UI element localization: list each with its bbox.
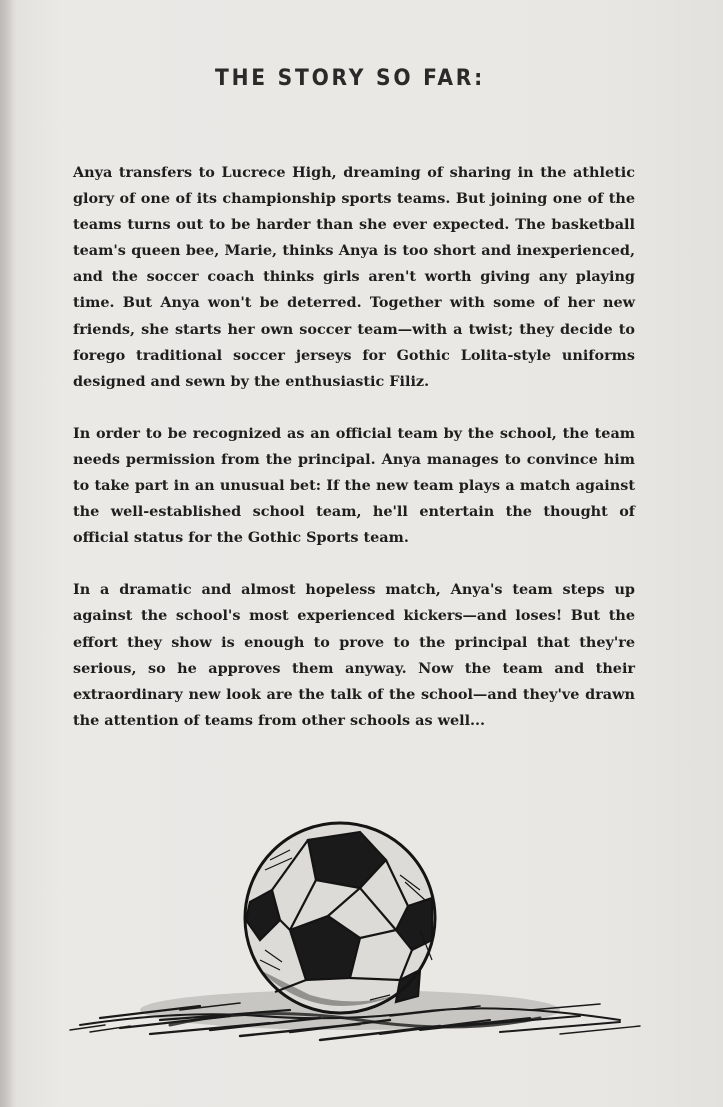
ball bbox=[245, 823, 435, 1013]
soccer-ball-icon bbox=[60, 820, 660, 1050]
soccer-ball-illustration bbox=[60, 820, 660, 1050]
story-body bbox=[73, 160, 635, 760]
paragraph-1: Anya transfers to Lucrece High, dreaming of sharing in the athletic glory of one of its championship sports teams. But joining one of the teams turns out to be harder than she ever expected. The basketball team's queen bee, Marie, thinks Anya is too short and inexperienced, and the soccer coach thinks girls aren't worth giving any playing time. But Anya won't be deterred. Together with some of her new friends, she starts her own soccer team—with a twist; they decide to forego traditional soccer jerseys for Gothic Lolita-style uniforms designed and sewn by the enthusiastic Filiz. bbox=[73, 164, 635, 390]
paragraph-3: In a dramatic and almost hopeless match, Anya's team steps up against the school's most experienced kickers—and loses! But the effort they show is enough to prove to the principal that they're serious, so he approves them anyway. Now the team and their extraordinary new look are the talk of the school—and they've drawn the attention of teams from other schools as well... bbox=[73, 581, 635, 729]
page-title: THE STORY SO FAR: bbox=[215, 66, 485, 91]
paragraph-2: In order to be recognized as an official team by the school, the team needs permission from the principal. Anya manages to convince him to take part in an unusual bet: If the new team plays a match against the well-established school team, he'll entertain the thought of official status for the Gothic Sports team. bbox=[73, 424, 635, 547]
